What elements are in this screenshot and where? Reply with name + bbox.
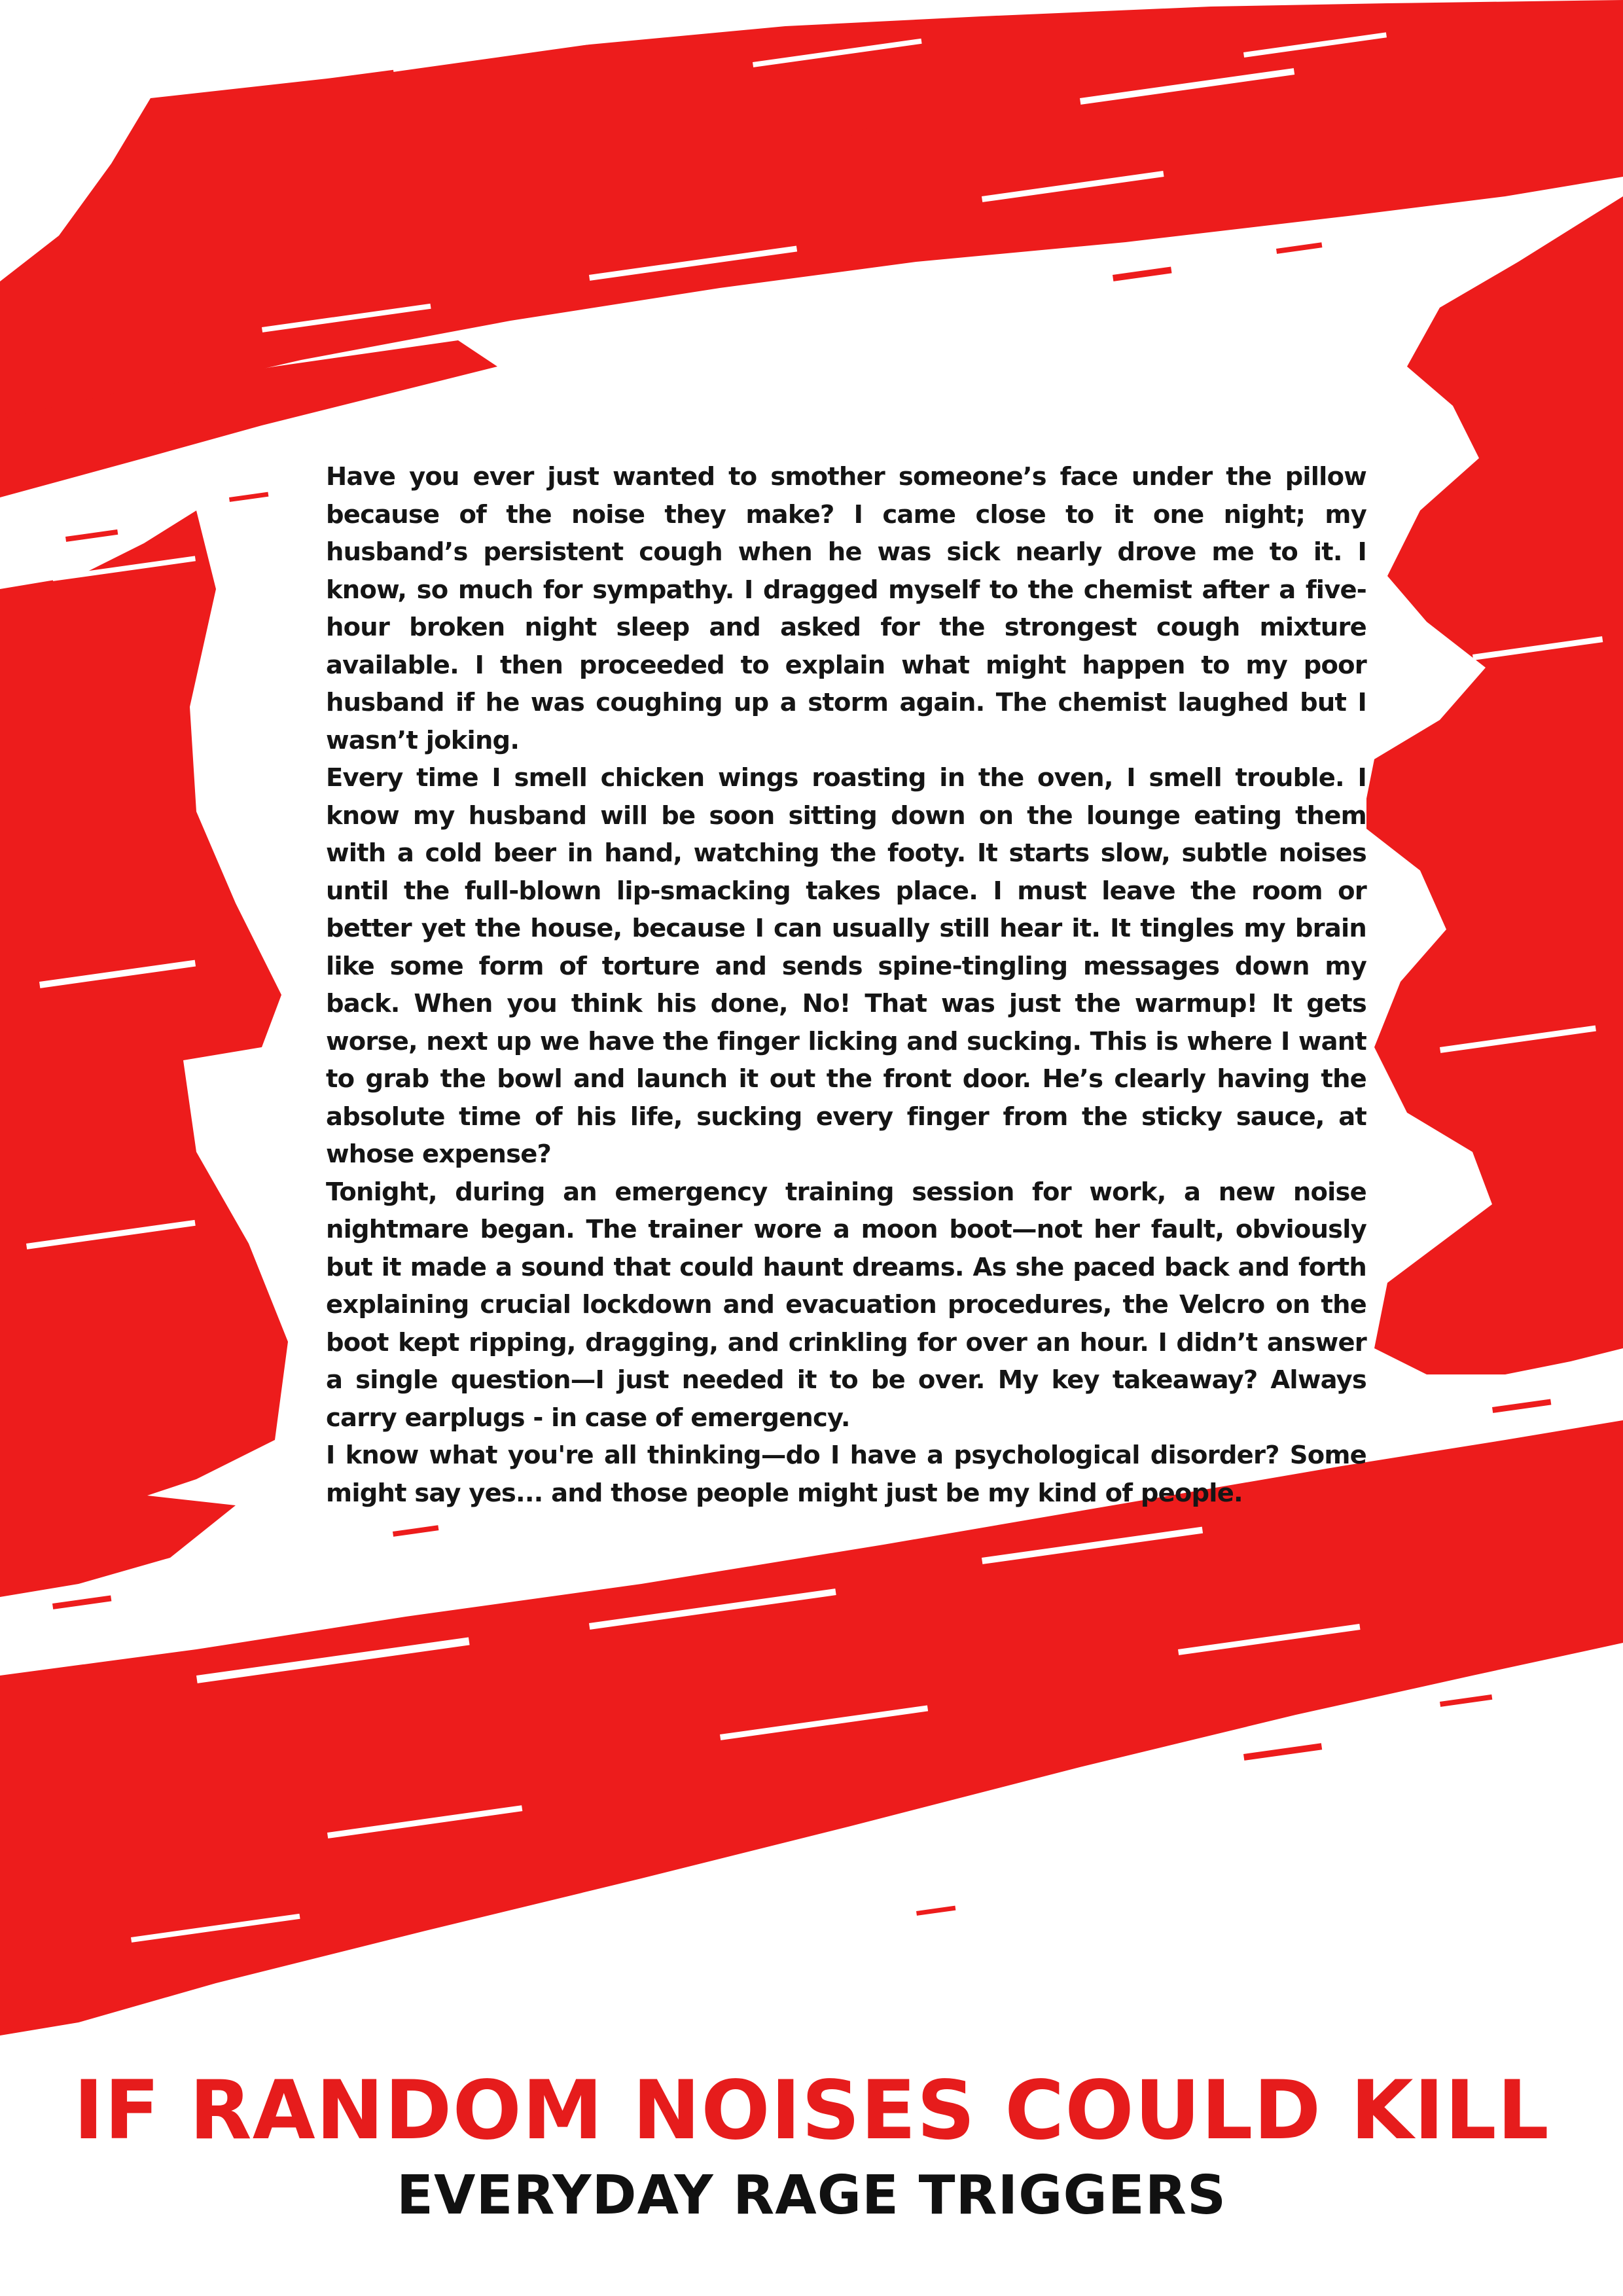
- right-brush-stroke: [1361, 196, 1623, 1374]
- poster-title: IF RANDOM NOISES COULD KILL: [73, 2064, 1550, 2158]
- story-paragraph: Have you ever just wanted to smother someone’s face under the pillow because of the noise they make? I came close to it one night; my husband’s persistent cough when he was sick nearly drove me to it. I know, so much for sympathy. I dragged myself to the chemist after a five-hour broken night sleep and asked for the strongest cough mixture available. I then proceeded to explain what might happen to my poor husband if he was coughing up a storm again. The chemist laughed but I wasn’t joking.: [326, 462, 1366, 755]
- story-paragraph: I know what you're all thinking—do I have a psychological disorder? Some might say yes... and those people might just be my kind of people.: [326, 1441, 1366, 1508]
- poster-subtitle: EVERYDAY RAGE TRIGGERS: [396, 2164, 1226, 2227]
- story-paragraph: Every time I smell chicken wings roasting in the oven, I smell trouble. I know my husband will be soon sitting down on the lounge eating them with a cold beer in hand, watching the footy. It starts slow, subtle noises until the full-blown lip-smacking takes place. I must leave the room or better yet the house, because I can usually still hear it. It tingles my brain like some form of torture and sends spine-tingling messages down my back. When you think his done, No! That was just the warmup! It gets worse, next up we have the finger licking and sucking. This is where I want to grab the bowl and launch it out the front door. He’s clearly having the absolute time of his life, sucking every finger from the sticky sauce, at whose expense?: [326, 763, 1366, 1169]
- left-brush-stroke: [0, 511, 288, 1545]
- bottom-left-brush-stroke: [0, 1492, 236, 1597]
- story-panel: [326, 458, 1366, 1508]
- story-body: [326, 458, 1366, 1512]
- top-brush-stroke: [0, 0, 1623, 432]
- story-paragraph: Tonight, during an emergency training session for work, a new noise nightmare began. The trainer wore a moon boot—not her fault, obviously but it made a sound that could haunt dreams. As she paced back and forth explaining crucial lockdown and evacuation procedures, the Velcro on the boot kept ripping, dragging, and crinkling for over an hour. I didn’t answer a single question—I just needed it to be over. My key takeaway? Always carry earplugs - in case of emergency.: [326, 1177, 1366, 1433]
- bottom-brush-stroke: [0, 1420, 1623, 2036]
